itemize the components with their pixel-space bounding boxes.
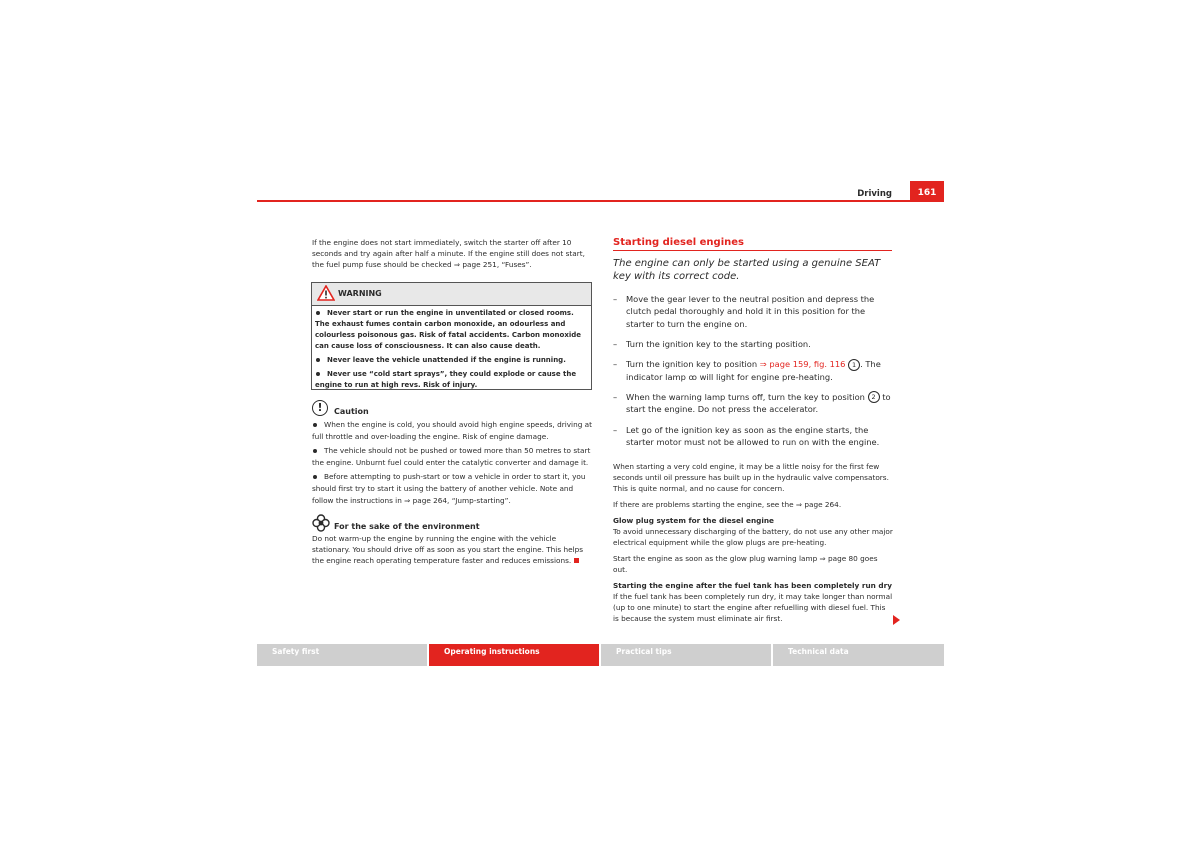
bullet-icon bbox=[313, 423, 317, 427]
bullet-icon bbox=[316, 311, 320, 315]
section-heading: Starting diesel engines bbox=[613, 237, 744, 248]
end-of-section-mark bbox=[574, 558, 579, 563]
bullet-icon bbox=[316, 358, 320, 362]
caution-item: The vehicle should not be pushed or towed more than 50 metres to start the engine. Unburnt fuel could enter the catalytic converter and damage it. bbox=[312, 446, 591, 467]
caution-item: Before attempting to push-start or tow a vehicle in order to start it, you should first try to start it using the battery of another vehicle. Note and follow the instructions in ⇒ page 264, “Jump-starting”. bbox=[312, 472, 586, 505]
warning-triangle-icon bbox=[317, 285, 335, 301]
continue-arrow-icon bbox=[893, 615, 900, 625]
note-paragraph: Start the engine as soon as the glow plug warning lamp ⇒ page 80 goes out. bbox=[613, 554, 878, 574]
tab-operating-instructions[interactable]: Operating instructions bbox=[429, 644, 599, 666]
intro-paragraph: If the engine does not start immediately, switch the starter off after 10 seconds and try again after half a minute. If the engine still does not start, the fuel pump fuse should be checked ⇒ page 251, “Fuses”. bbox=[312, 238, 585, 269]
caution-item: When the engine is cold, you should avoid high engine speeds, driving at full throttle and over-loading the engine. Risk of engine damage. bbox=[312, 420, 592, 441]
tab-safety-first[interactable]: Safety first bbox=[257, 644, 427, 666]
header-rule bbox=[257, 200, 944, 202]
position-1-marker: 1 bbox=[848, 359, 860, 371]
note-paragraph: To avoid unnecessary discharging of the battery, do not use any other major electrical equipment while the glow plugs are pre-heating. bbox=[613, 527, 893, 547]
tab-practical-tips[interactable]: Practical tips bbox=[601, 644, 771, 666]
note-paragraph: If there are problems starting the engine, see the ⇒ page 264. bbox=[613, 500, 842, 509]
environment-title: For the sake of the environment bbox=[334, 522, 480, 531]
bullet-icon bbox=[313, 475, 317, 479]
warning-item: Never use “cold start sprays”, they could explode or cause the engine to run at high revs. Risk of injury. bbox=[315, 370, 577, 389]
page-reference-link[interactable]: ⇒ page 159, fig. 116 bbox=[759, 359, 846, 370]
bullet-icon bbox=[313, 449, 317, 453]
warning-box bbox=[311, 282, 592, 390]
note-paragraph: When starting a very cold engine, it may be a little noisy for the first few seconds until oil pressure has built up in the hydraulic valve compensators. This is quite normal, and no cause for concern. bbox=[613, 462, 889, 493]
warning-item: Never start or run the engine in unventilated or closed rooms. The exhaust fumes contain carbon monoxide, an odourless and colourless poisonous gas. Risk of fatal accidents. Carbon monoxide can cause loss of consciousness. It can also cause death. bbox=[315, 309, 581, 350]
glow-plug-lamp-icon: ꝏ bbox=[688, 371, 697, 382]
step-item: – Turn the ignition key to the starting position. bbox=[613, 338, 811, 349]
environment-flower-icon bbox=[312, 514, 330, 532]
caution-exclamation-icon: ! bbox=[312, 400, 328, 416]
step-item: – Turn the ignition key to position ⇒ page 159, fig. 116 1 . The indicator lamp ꝏ will light for engine pre-heating. bbox=[613, 359, 881, 382]
environment-body: Do not warm-up the engine by running the engine with the vehicle stationary. You should drive off as soon as you start the engine. This helps the engine reach operating temperature faster and reduces emissions. bbox=[312, 534, 584, 565]
section-title: Driving bbox=[857, 189, 892, 199]
subheading: Starting the engine after the fuel tank has been completely run dry bbox=[613, 581, 892, 590]
position-2-marker: 2 bbox=[868, 391, 880, 403]
step-item: – Move the gear lever to the neutral position and depress the clutch pedal thoroughly and hold it in this position for the starter to turn the engine on. bbox=[613, 294, 875, 329]
caution-body bbox=[312, 419, 592, 509]
warning-header bbox=[312, 283, 591, 306]
note-paragraph: If the fuel tank has been completely run dry, it may take longer than normal (up to one minute) to start the engine after refuelling with diesel fuel. This is because the system must eliminate air first. bbox=[613, 592, 893, 623]
lead-text: The engine can only be started using a genuine SEAT key with its correct code. bbox=[613, 258, 881, 282]
warning-item: Never leave the vehicle unattended if the engine is running. bbox=[315, 355, 588, 366]
bullet-icon bbox=[316, 372, 320, 376]
heading-rule bbox=[613, 250, 892, 251]
subheading: Glow plug system for the diesel engine bbox=[613, 516, 775, 525]
caution-title: Caution bbox=[334, 407, 369, 416]
step-item: – When the warning lamp turns off, turn the key to position 2 to start the engine. Do not press the accelerator. bbox=[613, 391, 891, 415]
page-number: 161 bbox=[910, 181, 944, 201]
warning-body bbox=[312, 306, 591, 391]
warning-title: WARNING bbox=[338, 289, 382, 298]
notes-body bbox=[613, 461, 893, 629]
procedure-steps bbox=[613, 293, 893, 456]
tab-technical-data[interactable]: Technical data bbox=[773, 644, 944, 666]
step-item: – Let go of the ignition key as soon as the engine starts, the starter motor must not be allowed to run on with the engine. bbox=[613, 424, 880, 448]
